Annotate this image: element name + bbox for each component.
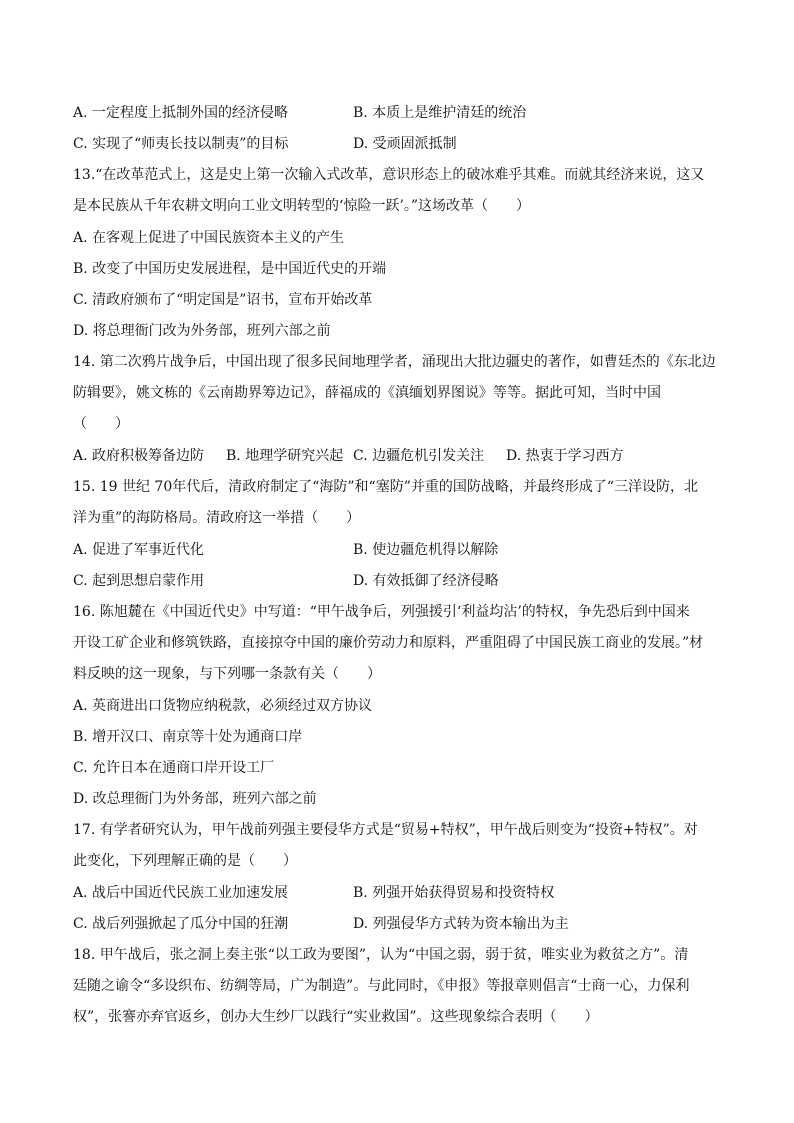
q17-option-b: B. 列强开始获得贸易和投资特权 xyxy=(353,885,555,901)
q13-option-a: A. 在客观上促进了中国民族资本主义的产生 xyxy=(73,230,345,246)
q12-option-c: C. 实现了“师夷长技以制夷”的目标 xyxy=(73,136,289,152)
q17-option-d: D. 列强侵华方式转为资本输出为主 xyxy=(353,916,569,932)
q15-option-c: C. 起到思想启蒙作用 xyxy=(73,573,205,589)
q12-option-a: A. 一定程度上抵制外国的经济侵略 xyxy=(73,105,289,121)
q17-stem-line-2: 此变化，下列理解正确的是（ ） xyxy=(73,853,297,869)
q17-stem-line-1: 17. 有学者研究认为，甲午战前列强主要侵华方式是“贸易+特权”，甲午战后则变为“投资+特权”。对 xyxy=(73,822,698,838)
q13-option-b: B. 改变了中国历史发展进程，是中国近代史的开端 xyxy=(73,261,387,277)
q16-option-a: A. 英商进出口货物应纳税款，必须经过双方协议 xyxy=(73,698,373,714)
q12-option-b: B. 本质上是维护清廷的统治 xyxy=(353,105,527,121)
q16-option-d: D. 改总理衙门为外务部，班列六部之前 xyxy=(73,791,317,807)
q14-option-d: D. 热衷于学习西方 xyxy=(506,448,624,464)
q18-stem-line-3: 权”，张謇亦弃官返乡，创办大生纱厂以践行“实业救国”。这些现象综合表明（ ） xyxy=(73,1009,599,1025)
q14-stem-line-3: （ ） xyxy=(73,416,129,432)
q16-option-c: C. 允许日本在通商口岸开设工厂 xyxy=(73,760,275,776)
q15-stem-line-2: 洋为重”的海防格局。清政府这一举措（ ） xyxy=(73,510,361,526)
q15-option-b: B. 使边疆危机得以解除 xyxy=(353,542,499,558)
q15-option-a: A. 促进了军事近代化 xyxy=(73,542,205,558)
q14-stem-line-2: 防辑要》，姚文栋的《云南勘界筹边记》，薛福成的《滇缅划界图说》等等。据此可知，当时中国 xyxy=(73,385,661,401)
q13-stem-line-1: 13.“在改革范式上，这是史上第一次输入式改革，意识形态上的破冰难乎其难。而就其经济来说，这又 xyxy=(73,167,705,183)
q16-stem-line-1: 16. 陈旭麓在《中国近代史》中写道：“甲午战争后，列强援引‘利益均沾’的特权，争先恐后到中国来 xyxy=(73,604,690,620)
q16-stem-line-2: 开设工矿企业和修筑铁路，直接掠夺中国的廉价劳动力和原料，严重阻碍了中国民族工商业的发展。”材 xyxy=(73,635,704,651)
q18-stem-line-1: 18. 甲午战后，张之洞上奏主张“以工政为要图”，认为“中国之弱，弱于贫，唯实业为救贫之方”。清 xyxy=(73,947,689,963)
q17-option-c: C. 战后列强掀起了瓜分中国的狂潮 xyxy=(73,916,289,932)
q16-stem-line-3: 料反映的这一现象，与下列哪一条款有关（ ） xyxy=(73,666,381,682)
q15-stem-line-1: 15. 19 世纪 70年代后，清政府制定了“海防”和“塞防”并重的国防战略，并最终形成了“三洋设防，北 xyxy=(73,479,699,495)
q12-option-d: D. 受顽固派抵制 xyxy=(353,136,457,152)
q14-option-c: C. 边疆危机引发关注 xyxy=(353,448,485,464)
q14-option-b: B. 地理学研究兴起 xyxy=(226,448,344,464)
q14-stem-line-1: 14. 第二次鸦片战争后，中国出现了很多民间地理学者，涌现出大批边疆史的著作，如曹廷杰的《东北边 xyxy=(73,354,716,370)
q13-option-d: D. 将总理衙门改为外务部，班列六部之前 xyxy=(73,323,331,339)
q18-stem-line-2: 廷随之谕令“多设织布、纺绸等局，广为制造”。与此同时，《申报》等报章则倡言“士商一心，力保利 xyxy=(73,978,690,994)
q15-option-d: D. 有效抵御了经济侵略 xyxy=(353,573,499,589)
q13-option-c: C. 清政府颁布了“明定国是”诏书，宣布开始改革 xyxy=(73,292,373,308)
q16-option-b: B. 增开汉口、南京等十处为通商口岸 xyxy=(73,729,303,745)
q13-stem-line-2: 是本民族从千年农耕文明向工业文明转型的‘惊险一跃’。”这场改革（ ） xyxy=(73,198,531,214)
q14-option-a: A. 政府积极筹备边防 xyxy=(73,448,205,464)
q17-option-a: A. 战后中国近代民族工业加速发展 xyxy=(73,885,289,901)
